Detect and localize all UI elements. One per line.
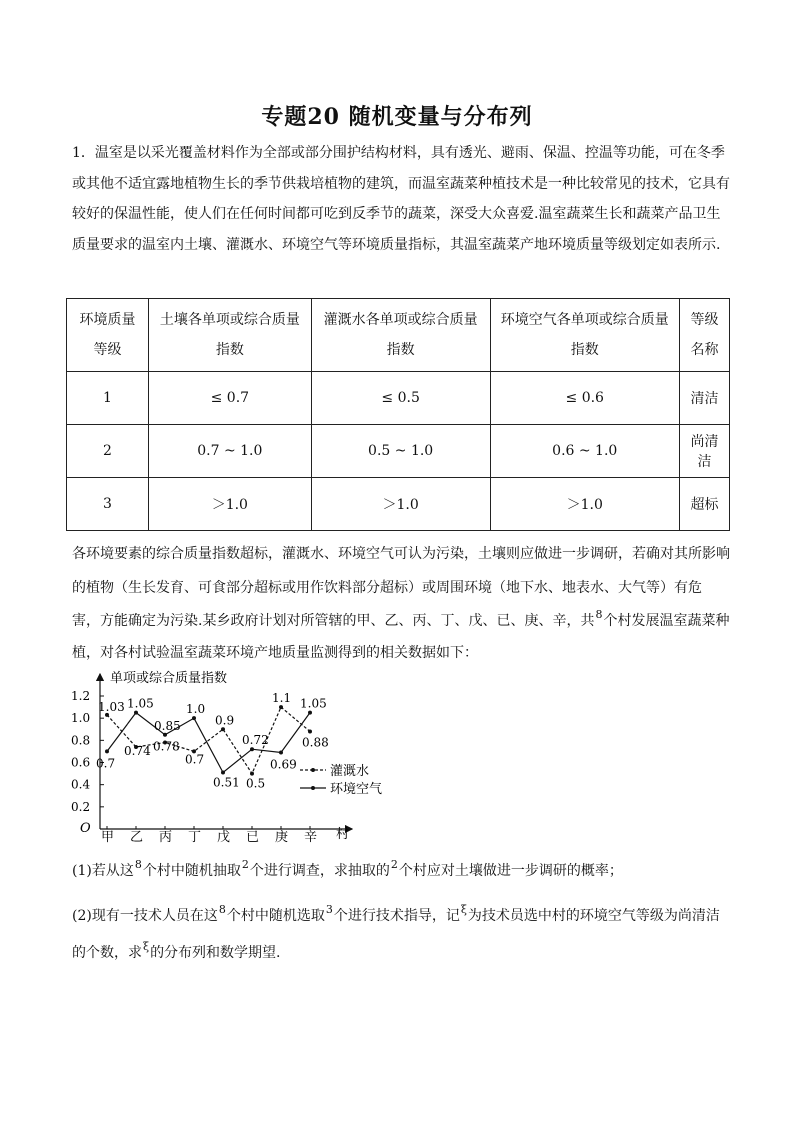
table-header-cell: 土壤各单项或综合质量指数 (148, 299, 311, 372)
data-point (105, 749, 109, 753)
number-label: 8 (134, 858, 142, 871)
table-cell: ＞1.0 (490, 478, 679, 531)
data-point (163, 733, 167, 737)
number-label: 2 (241, 858, 249, 871)
data-label: 0.7 (185, 752, 205, 767)
number-label: 8 (218, 903, 226, 916)
data-point (250, 772, 254, 776)
data-label: 0.78 (153, 739, 180, 754)
text-segment: 的分布列和数学期望. (150, 945, 281, 961)
table-cell: ＞1.0 (148, 478, 311, 531)
text-segment: 个村中随机选取 (226, 908, 325, 924)
paragraph-pollution: 各环境要素的综合质量指数超标，灌溉水、环境空气可认为污染，土壤则应做进一步调研，若确对其所影响的植物（生长发育、可食部分超标或用作饮料部分超标）或周围环境（地下水、地表水、大气等）有危 (72, 546, 730, 596)
data-label: 0.51 (213, 775, 240, 790)
data-label: 0.7 (96, 756, 116, 771)
table-cell: 0.5 ~ 1.0 (311, 425, 490, 478)
x-tick-label: 庚 (275, 830, 289, 844)
legend-label: 灌溉水 (330, 764, 370, 779)
legend-marker (311, 768, 315, 772)
x-tick-label: 乙 (130, 830, 144, 844)
x-tick-label: 戊 (217, 830, 231, 844)
x-tick-label: 甲 (101, 830, 115, 844)
data-label: 1.0 (186, 702, 206, 717)
data-label: 1.1 (272, 691, 292, 706)
table-cell: 2 (67, 425, 149, 478)
data-label: 1.05 (127, 696, 154, 711)
table-row (67, 425, 730, 478)
data-point (221, 727, 225, 731)
intro-paragraph: 1．温室是以采光覆盖材料作为全部或部分围护结构材料，具有透光、避雨、保温、控温等功能，可在冬季或其他不适宜露地植物生长的季节供栽培植物的建筑，而温室蔬菜种植技术是一种比较常见的技术，它具有较好的保温性能，使人们在任何时间都可吃到反季节的蔬菜，深受大众喜爱.温室蔬菜生长和蔬菜产品卫生质量要求的温室内土壤、灌溉水、环境空气等环境质量指标，其温室蔬菜产地环境质量等级划定如表所示. (72, 145, 730, 253)
text-segment: 个村应对土壤做进一步调研的概率； (398, 863, 623, 879)
text-segment: 个进行调查，求抽取的 (249, 863, 390, 879)
table-cell: 3 (67, 478, 149, 531)
data-point (279, 751, 283, 755)
table-header-cell: 环境空气各单项或综合质量指数 (490, 299, 679, 372)
data-point (308, 729, 312, 733)
question-2 (72, 898, 732, 972)
y-tick-label: 0.2 (71, 799, 91, 814)
table-cell: 清洁 (679, 372, 729, 425)
data-label: 0.9 (215, 713, 235, 728)
text-segment: (1)若从这 (72, 863, 134, 879)
x-tick-label: 丁 (188, 830, 202, 844)
data-point (308, 711, 312, 715)
xi-symbol: ξ (460, 903, 467, 916)
data-label: 1.03 (98, 699, 125, 714)
data-point (221, 770, 225, 774)
y-axis-label: 单项或综合质量指数 (110, 671, 228, 686)
data-label: 0.74 (124, 743, 151, 758)
data-label: 0.72 (242, 733, 269, 748)
table-cell: 1 (67, 372, 149, 425)
number-label: 2 (390, 858, 398, 871)
origin-label: O (80, 821, 91, 836)
table-cell: ≤ 0.6 (490, 372, 679, 425)
text-segment: 害，方能确定为污染.某乡政府计划对所管辖的甲、乙、丙、丁、戊、已、庚、辛，共 (72, 613, 595, 629)
x-tick-label: 已 (246, 830, 260, 844)
text-segment: 个村中随机抽取 (142, 863, 241, 879)
table-cell: 超标 (679, 478, 729, 531)
data-label: 1.05 (300, 696, 327, 711)
data-label: 0.85 (154, 718, 181, 733)
table-header-row (67, 299, 730, 372)
table-row (67, 478, 730, 531)
text-segment: 为技术员选中村的环境空气等级为尚清洁的个数，求 (72, 908, 720, 961)
table-header-cell: 灌溉水各单项或综合质量指数 (311, 299, 490, 372)
data-label: 0.69 (270, 757, 297, 772)
x-tick-label: 辛 (304, 830, 318, 844)
y-tick-label: 1.0 (71, 711, 91, 726)
table-cell: 0.7 ~ 1.0 (148, 425, 311, 478)
data-label: 0.5 (246, 776, 266, 791)
table-cell: 0.6 ~ 1.0 (490, 425, 679, 478)
question-1 (72, 856, 732, 888)
x-axis-label: 村 (336, 827, 350, 842)
text-segment: 个村发展温室蔬菜种植，对各村试验温室蔬菜环境产地质量监测得到的相关数据如下： (72, 613, 730, 661)
number-label: 3 (325, 903, 333, 916)
table-cell: 尚清洁 (679, 425, 729, 478)
text-segment: 个进行技术指导，记 (333, 908, 460, 924)
data-point (279, 705, 283, 709)
page-title: 专题20 随机变量与分布列 (261, 104, 533, 130)
table-cell: ＞1.0 (311, 478, 490, 531)
table-cell: ≤ 0.7 (148, 372, 311, 425)
table-header-cell: 环境质量等级 (67, 299, 149, 372)
text-segment: (2)现有一技术人员在这 (72, 908, 218, 924)
line-chart-svg (60, 664, 400, 844)
quality-grade-table (66, 298, 730, 531)
table-cell: ≤ 0.5 (311, 372, 490, 425)
paragraph-villages (72, 606, 732, 668)
y-tick-label: 0.8 (71, 733, 91, 748)
y-tick-label: 0.4 (71, 777, 91, 792)
y-tick-label: 0.6 (71, 755, 91, 770)
number-label: 8 (595, 608, 603, 621)
y-tick-label: 1.2 (71, 689, 91, 703)
legend-label: 环境空气 (330, 782, 383, 797)
line-chart (60, 664, 400, 844)
table-row (67, 372, 730, 425)
table-header-cell: 等级名称 (679, 299, 729, 372)
legend-marker (311, 786, 315, 790)
data-point (134, 711, 138, 715)
data-point (192, 716, 196, 720)
data-label: 0.88 (302, 735, 329, 750)
xi-symbol: ξ (143, 940, 150, 953)
x-tick-label: 丙 (159, 830, 173, 844)
data-point (250, 747, 254, 751)
